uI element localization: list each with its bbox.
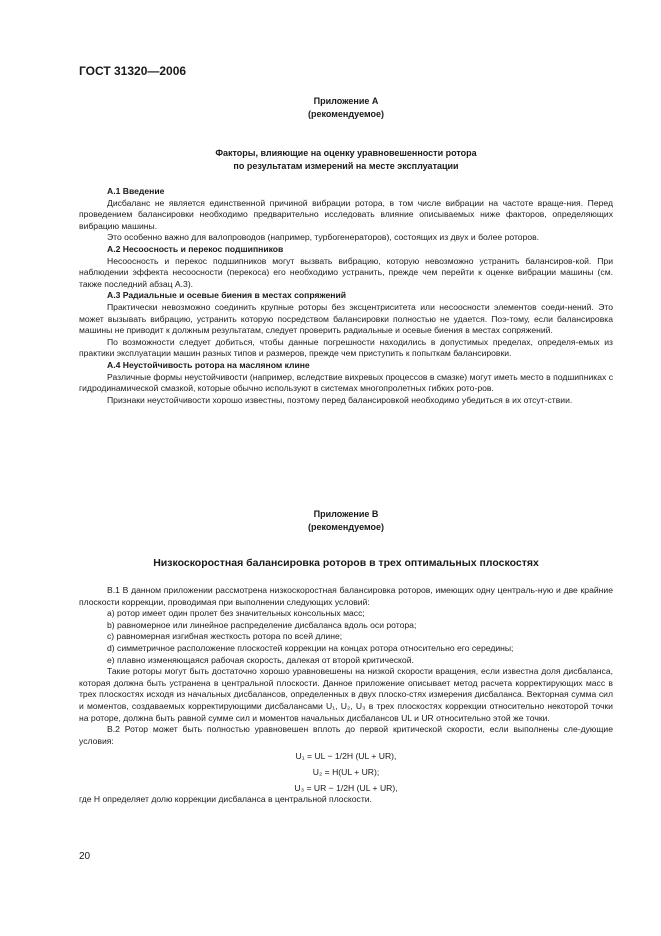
annex-a-title-line2: по результатам измерений на месте эксплуатации: [233, 161, 459, 171]
section-a1-paragraph-1: Дисбаланс не является единственной причиной вибрации ротора, в том числе вибрации на частоте враще-ния. Перед проведением балансировки необходимо предварительно исследовать влияние описываемых ниже факторов, определяющих вибрацию машины.: [79, 197, 613, 231]
annex-b-heading: Приложение В: [313, 509, 379, 519]
condition-item-d: d) симметричное расположение плоскостей коррекции на концах ротора относительно его середины;: [107, 642, 514, 653]
section-b1-paragraph-2: Такие роторы могут быть достаточно хорошо уравновешены на низкой скорости вращения, если известна доля дисбаланса, которая должна быть устранена в центральной плоскости. Данное приложение описывает метод расчета корректирующих масс в трех плоскостях исходя из начальных дисбалансов, определенных в двух плоско-стях измерения дисбаланса. Векторная сумма сил и моментов, создаваемых корректирующими дисбалансами U₁, U₂, U₃ в трех плоскостях коррекции относительно некоторой точки на роторе, должна быть равной сумме сил и моментов начальных дисбалансов UL и UR относительно этой же точки.: [79, 666, 613, 723]
section-a4-title: А.4 Неустойчивость ротора на масляном клине: [107, 359, 310, 370]
section-b2-paragraph-1: В.2 Ротор может быть полностью уравновешен вплоть до первой критической скорости, если выполнены сле-дующие условия:: [79, 724, 613, 746]
section-b1-paragraph-1: В.1 В данном приложении рассмотрена низкоскоростная балансировка роторов, имеющих одну централь-ную и две крайние плоскости коррекции, проводимая при выполнении следующих условий:: [79, 585, 613, 607]
section-b2-paragraph-2: где H определяет долю коррекции дисбаланса в центральной плоскости.: [79, 794, 372, 805]
section-a4-paragraph-2: Признаки неустойчивости хорошо известны, поэтому перед балансировкой необходимо убедиться в их отсут-ствии.: [107, 394, 573, 405]
condition-item-b: b) равномерное или линейное распределение дисбаланса вдоль оси ротора;: [107, 619, 417, 630]
condition-item-e: e) плавно изменяющаяся рабочая скорость, далекая от второй критической.: [107, 654, 414, 665]
annex-b-status: (рекомендуемое): [308, 522, 384, 532]
annex-a-body: [79, 186, 613, 406]
annex-a-heading: Приложение А: [313, 96, 379, 106]
section-a4-paragraph-1: Различные формы неустойчивости (например, вследствие вихревых процессов в смазке) могут иметь место в подшипниках с гидродинамической смазкой, которые обычно используют в системах многопролетных гибких рото-ров.: [79, 371, 613, 394]
condition-item-a: a) ротор имеет один пролет без значительных консольных масс;: [107, 608, 365, 619]
section-a2-paragraph-1: Несоосность и перекос подшипников могут вызвать вибрацию, которую невозможно устранить балансиров-кой. При наблюдении эффекта несоосности (перекоса) его необходимо устранить, прежде чем перейти к оценке вибрации машины (см. также последний абзац А.3).: [79, 255, 613, 289]
annex-b-body: [79, 585, 613, 806]
document-code: ГОСТ 31320—2006: [79, 64, 187, 78]
annex-b-title: Низкоскоростная балансировка роторов в трех оптимальных плоскостях: [153, 557, 539, 569]
section-a3-title: А.3 Радиальные и осевые биения в местах сопряжений: [107, 290, 347, 301]
annex-a-status: (рекомендуемое): [308, 109, 384, 119]
page-number: 20: [79, 851, 91, 862]
condition-item-c: c) равномерная изгибная жесткость ротора по всей длине;: [107, 631, 343, 642]
section-a3-paragraph-2: По возможности следует добиться, чтобы данные погрешности находились в допустимых пределах, определя-емых из практики эксплуатации машин разных типов и размеров, прежде чем приступить к попыткам балансировки.: [79, 336, 613, 359]
section-a1-paragraph-2: Это особенно важно для валопроводов (например, турбогенераторов), состоящих из двух и более роторов.: [107, 232, 540, 243]
formula-u3: U₃ = UR − 1/2H (UL + UR),: [294, 782, 398, 793]
formula-u1: U₁ = UL − 1/2H (UL + UR),: [295, 751, 397, 762]
section-a2-title: А.2 Несоосность и перекос подшипников: [107, 243, 284, 254]
section-a1-title: А.1 Введение: [107, 186, 165, 196]
formula-u2: U₂ = H(UL + UR);: [312, 766, 380, 777]
annex-a-title-line1: Факторы, влияющие на оценку уравновешенности ротора: [215, 148, 477, 158]
section-a3-paragraph-1: Практически невозможно соединить крупные роторы без эксцентриситета или несоосности элементов соеди-нений. Это может вызывать вибрацию, устранить которую посредством балансировки полностью не удается. Поэ-тому, если балансировка машины не приводит к должным результатам, следует проверить радиальные и осевые биения в местах сопряжений.: [79, 301, 613, 336]
